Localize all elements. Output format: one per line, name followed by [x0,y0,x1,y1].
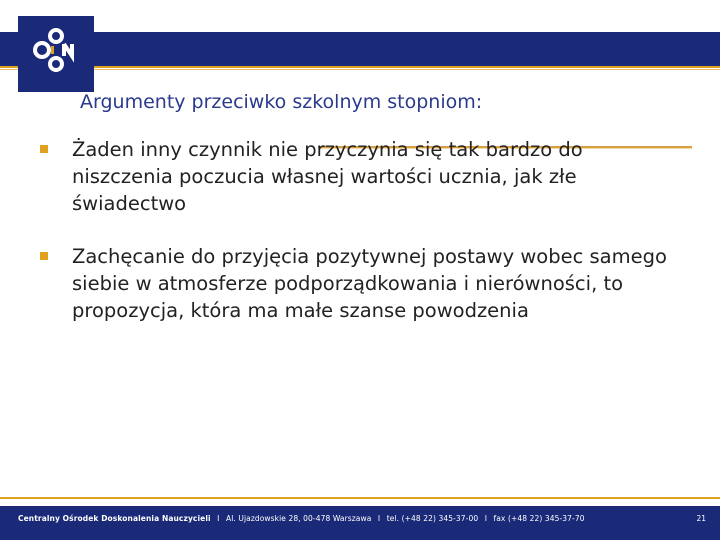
footer-institution: Centralny Ośrodek Doskonalenia Nauczycieli [18,514,211,523]
header-band [0,32,720,66]
logo-graphic [18,16,94,92]
header-gold-stripe [0,66,720,68]
slide-title: Argumenty przeciwko szkolnym stopniom: [80,91,483,113]
square-bullet-icon [40,252,48,260]
footer-separator: I [217,514,220,523]
header-gold-thin-stripe [0,69,720,70]
footer-gold-stripe [0,497,720,499]
footer-band [0,506,720,540]
page-number: 21 [696,514,706,523]
footer-fax: fax (+48 22) 345-37-70 [493,514,585,523]
square-bullet-icon [40,145,48,153]
bullet-item [38,136,678,217]
footer-separator: I [484,514,488,523]
bullet-list [38,136,678,350]
footer-phone: tel. (+48 22) 345-37-00 [386,514,479,523]
footer-address: Al. Ujazdowskie 28, 00-478 Warszawa [225,514,372,523]
footer-contact [18,514,585,523]
codn-logo-icon [18,16,94,92]
footer-separator: I [377,514,381,523]
bullet-text: Zachęcanie do przyjęcia pozytywnej postawy wobec samego siebie w atmosferze podporządkowania i nierówności, to propozycja, która ma małe szanse powodzenia [72,245,667,322]
bullet-item [38,243,678,324]
bullet-text: Żaden inny czynnik nie przyczynia się tak bardzo do niszczenia poczucia własnej wartości ucznia, jak złe świadectwo [72,138,583,215]
